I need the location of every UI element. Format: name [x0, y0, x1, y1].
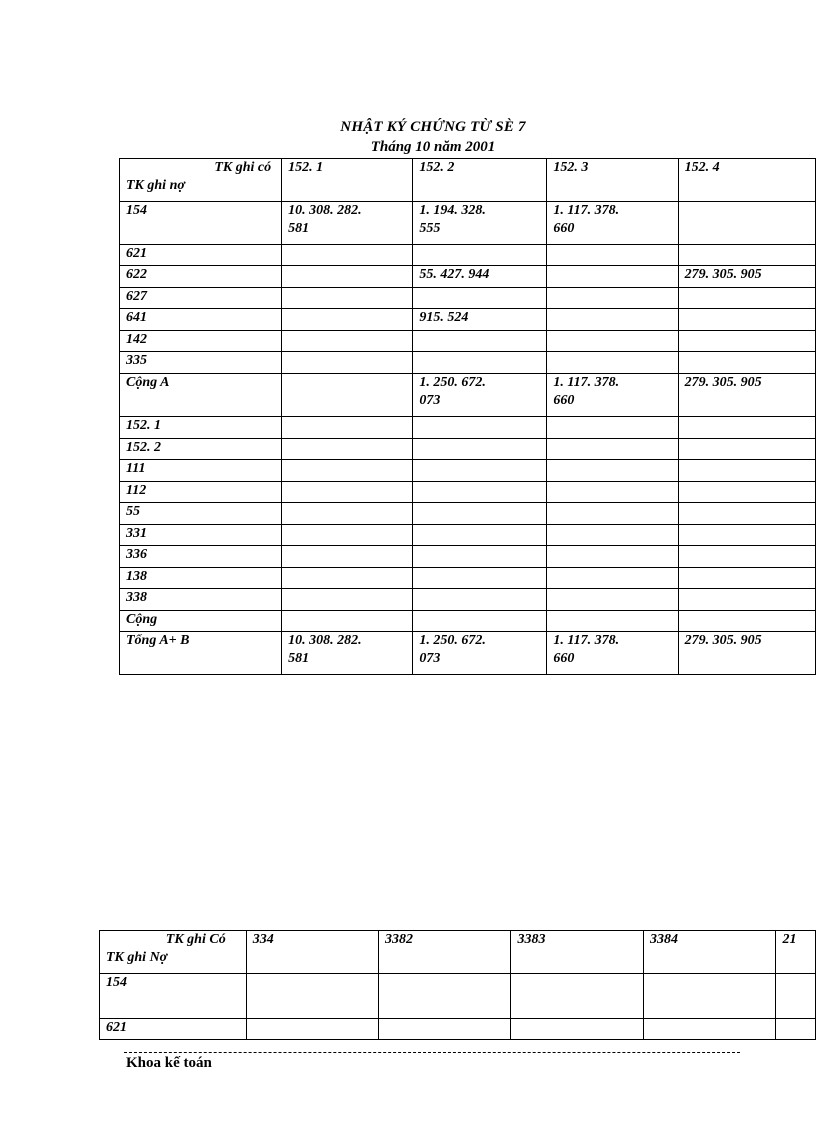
account-label: 142 — [120, 331, 282, 352]
table-cell — [413, 482, 547, 503]
table-row — [120, 309, 816, 331]
account-label: 112 — [120, 482, 282, 503]
account-label: Cộng A — [120, 374, 282, 417]
account-label: 336 — [120, 546, 282, 568]
table-cell — [282, 611, 413, 632]
table-cell — [547, 546, 678, 568]
account-label: 331 — [120, 525, 282, 546]
table-cell — [413, 374, 547, 417]
table-row — [120, 460, 816, 482]
table-cell — [282, 309, 413, 331]
table-cell — [282, 460, 413, 482]
column-header: 3382 — [378, 931, 511, 974]
table-cell — [678, 568, 815, 589]
table-row — [120, 352, 816, 374]
table-row — [100, 1019, 816, 1040]
account-label: 335 — [120, 352, 282, 374]
table-cell — [547, 525, 678, 546]
table-cell — [678, 439, 815, 460]
table-cell — [413, 460, 547, 482]
column-header: 3384 — [643, 931, 776, 974]
table-row — [120, 589, 816, 611]
credit-account-label: TK ghi có — [214, 160, 272, 175]
table-cell: 915. 524 — [413, 309, 547, 331]
table-cell — [678, 525, 815, 546]
table-cell — [413, 611, 547, 632]
account-label: 152. 2 — [120, 439, 282, 460]
table-cell — [547, 632, 678, 675]
table-cell — [678, 460, 815, 482]
column-header: 152. 2 — [413, 159, 547, 202]
column-header: 152. 4 — [678, 159, 815, 202]
table-cell — [413, 202, 547, 245]
table-row — [100, 974, 816, 1019]
account-label: 154 — [120, 202, 282, 245]
table-cell — [413, 546, 547, 568]
table-cell — [511, 974, 644, 1019]
table-row — [120, 331, 816, 352]
account-label: 622 — [120, 266, 282, 288]
table-row — [120, 503, 816, 525]
credit-account-label: TK ghi Có — [165, 932, 226, 947]
header-row — [100, 931, 816, 974]
table-cell — [413, 439, 547, 460]
column-header: 152. 1 — [282, 159, 413, 202]
table-cell — [643, 974, 776, 1019]
table-cell — [678, 482, 815, 503]
cell-value: 1. 117. 378. 660 — [553, 375, 620, 408]
table-cell — [282, 482, 413, 503]
dashed-divider — [124, 1052, 740, 1053]
table-cell — [378, 1019, 511, 1040]
table-cell — [378, 974, 511, 1019]
table-cell — [678, 288, 815, 309]
table-row — [120, 202, 816, 245]
table-cell — [413, 589, 547, 611]
cell-value: 10. 308. 282. 581 — [288, 633, 362, 666]
account-label: 154 — [100, 974, 247, 1019]
table-row — [120, 546, 816, 568]
table-cell: 279. 305. 905 — [678, 632, 815, 675]
debit-account-label: TK ghi nợ — [126, 178, 185, 193]
table-cell — [282, 352, 413, 374]
table-cell — [413, 288, 547, 309]
table-cell — [547, 309, 678, 331]
account-label: 111 — [120, 460, 282, 482]
table-cell — [547, 202, 678, 245]
table-row — [120, 245, 816, 266]
table-cell — [547, 374, 678, 417]
table-row — [120, 439, 816, 460]
account-label: 152. 1 — [120, 417, 282, 439]
table-cell — [282, 568, 413, 589]
table-cell — [282, 525, 413, 546]
column-header: 3383 — [511, 931, 644, 974]
account-label: Tổng A+ B — [120, 632, 282, 675]
corner-header — [100, 931, 247, 974]
table-cell — [678, 331, 815, 352]
account-label: 641 — [120, 309, 282, 331]
cell-value: 1. 250. 672. 073 — [419, 633, 486, 666]
table-cell — [413, 632, 547, 675]
table-cell — [511, 1019, 644, 1040]
table-cell — [678, 202, 815, 245]
table-cell — [246, 1019, 378, 1040]
table-cell — [678, 417, 815, 439]
table-cell — [547, 439, 678, 460]
table-cell — [678, 546, 815, 568]
table-cell — [413, 352, 547, 374]
table-cell — [413, 245, 547, 266]
table-cell — [547, 331, 678, 352]
table-row — [120, 374, 816, 417]
table-cell — [547, 288, 678, 309]
journal-table — [119, 158, 816, 675]
header-row — [120, 159, 816, 202]
table-row — [120, 482, 816, 503]
table-cell — [282, 546, 413, 568]
account-label: 621 — [120, 245, 282, 266]
account-label: 621 — [100, 1019, 247, 1040]
table-cell — [547, 611, 678, 632]
table-cell — [246, 974, 378, 1019]
table-cell — [282, 266, 413, 288]
table-cell — [547, 266, 678, 288]
table-cell — [678, 589, 815, 611]
table-cell — [282, 202, 413, 245]
cell-value: 1. 117. 378. 660 — [553, 203, 620, 236]
table-cell — [678, 352, 815, 374]
table-row — [120, 266, 816, 288]
page-title: NHẬT KÝ CHỨNG TỪ SÈ 7 — [340, 119, 526, 135]
table-cell — [282, 589, 413, 611]
cell-value: 1. 250. 672. 073 — [419, 375, 486, 408]
account-label: 338 — [120, 589, 282, 611]
table-cell — [678, 309, 815, 331]
account-label: 138 — [120, 568, 282, 589]
table-cell: 55. 427. 944 — [413, 266, 547, 288]
table-cell: 279. 305. 905 — [678, 374, 815, 417]
table-cell — [282, 417, 413, 439]
table-cell — [282, 288, 413, 309]
table-cell: 279. 305. 905 — [678, 266, 815, 288]
table-row — [120, 632, 816, 675]
table-row — [120, 417, 816, 439]
table-cell — [547, 245, 678, 266]
table-cell — [282, 331, 413, 352]
table-cell — [282, 632, 413, 675]
table-cell — [413, 331, 547, 352]
account-label: 627 — [120, 288, 282, 309]
table-cell — [282, 439, 413, 460]
table-cell — [413, 525, 547, 546]
table-cell — [678, 611, 815, 632]
corner-header — [120, 159, 282, 202]
table-cell — [547, 568, 678, 589]
table-cell — [547, 503, 678, 525]
table-row — [120, 568, 816, 589]
page-subtitle: Tháng 10 năm 2001 — [370, 139, 496, 155]
cell-value: 10. 308. 282. 581 — [288, 203, 362, 236]
table-cell — [547, 460, 678, 482]
table-cell — [413, 417, 547, 439]
table-cell — [678, 503, 815, 525]
table-cell — [776, 974, 816, 1019]
account-label: 55 — [120, 503, 282, 525]
table-row — [120, 611, 816, 632]
table-cell — [547, 482, 678, 503]
table-cell — [776, 1019, 816, 1040]
table-cell — [547, 589, 678, 611]
debit-account-label: TK ghi Nợ — [106, 950, 168, 965]
table-row — [120, 288, 816, 309]
table-cell — [282, 245, 413, 266]
table-cell — [413, 568, 547, 589]
table-cell — [678, 245, 815, 266]
cell-value: 1. 194. 328. 555 — [419, 203, 486, 236]
table-cell — [643, 1019, 776, 1040]
salary-allocation-table — [99, 930, 816, 1040]
table-cell — [547, 417, 678, 439]
column-header: 152. 3 — [547, 159, 678, 202]
column-header: 334 — [246, 931, 378, 974]
table-cell — [547, 352, 678, 374]
table-row — [120, 525, 816, 546]
table-cell — [413, 503, 547, 525]
footer-department: Khoa kế toán — [126, 1055, 212, 1071]
table-cell — [282, 374, 413, 417]
column-header: 21 — [776, 931, 816, 974]
table-cell — [282, 503, 413, 525]
account-label: Cộng — [120, 611, 282, 632]
cell-value: 1. 117. 378. 660 — [553, 633, 620, 666]
